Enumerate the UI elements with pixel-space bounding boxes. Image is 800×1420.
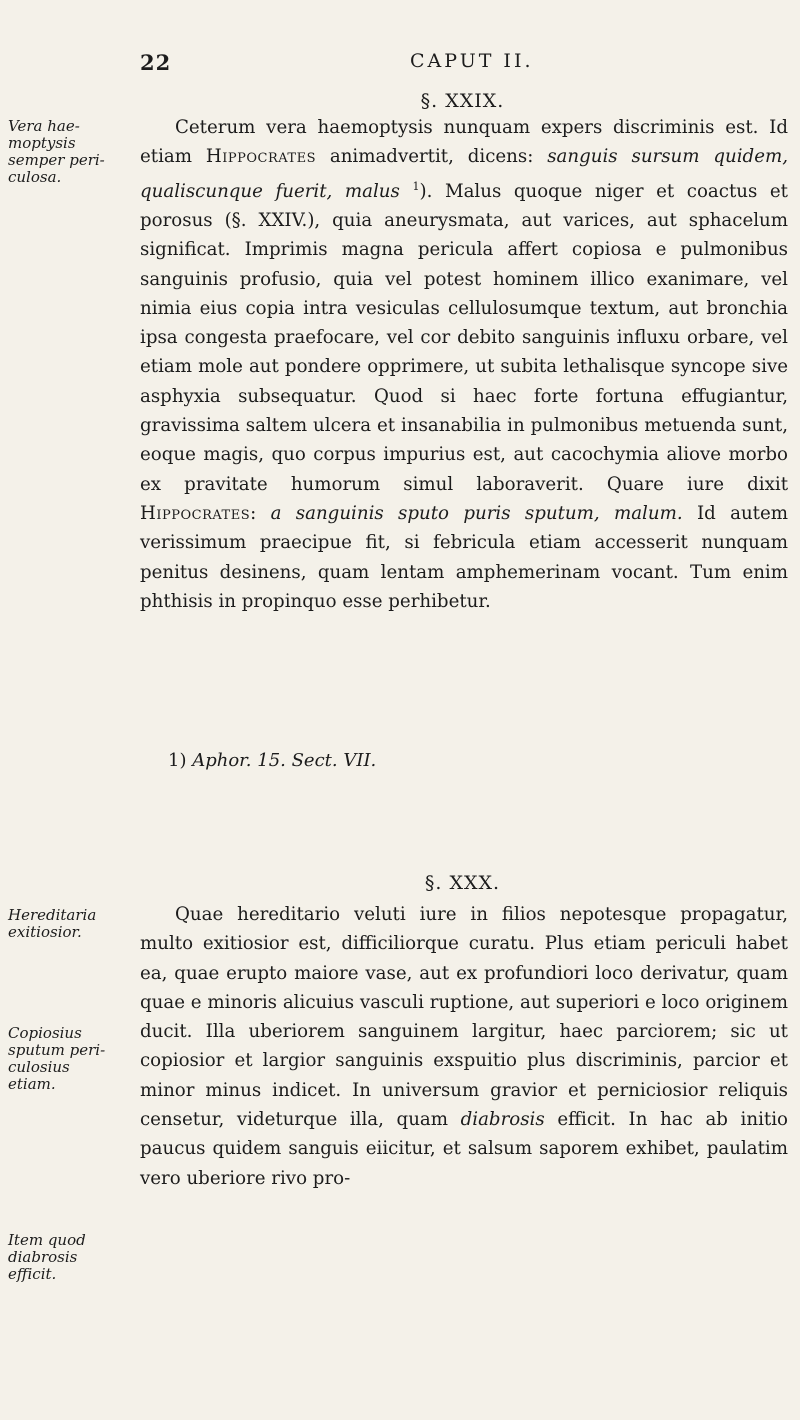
marginal-line: etiam. [8,1075,56,1093]
page-number: 22 [140,50,172,75]
marginal-line: exitiosior. [8,923,82,941]
section-29-body [140,113,788,616]
text-run: Ceterum vera haemoptysis nunquam expers discriminis est. Id etiam [140,117,788,168]
footnote-text: Aphor. 15. Sect. VII. [192,750,377,771]
section-30-title: §. XXX. [424,872,501,894]
marginal-line: diabrosis [8,1248,78,1266]
section-29-paragraph [140,113,788,616]
marginal-line: Item quod [8,1231,86,1249]
section-30-marginal-note-2 [8,1025,133,1093]
section-30-marginal-note-3 [8,1232,133,1283]
marginal-line: efficit. [8,1265,57,1283]
running-head: CAPUT II. [410,50,534,72]
footnote [168,750,376,771]
marginal-line: moptysis [8,134,76,152]
section-29-title: §. XXIX. [420,90,505,112]
term-diabrosis: diabrosis [460,1109,545,1131]
text-run: efficit. In hac ab initio paucus quidem sanguis eiicitur, et salsum saporem exhibet, paulatim vero uberiore rivo pro- [140,1109,788,1189]
section-29-marginal-note [8,118,133,186]
marginal-line: culosius [8,1058,70,1076]
page-header [140,50,780,80]
marginal-line: Copiosius [8,1024,82,1042]
text-run: Id autem verissimum praecipue fit, si febricula etiam accesserit nunquam penitus desinens, quam lentam amphemerinam vocant. Tum enim phthisis in propinquo esse perhibetur. [140,502,788,612]
author-name: Hippocrates [205,146,316,168]
section-30-body [140,900,788,1193]
section-30-marginal-note-1 [8,907,133,941]
footnote-ref: 1 [412,179,420,193]
marginal-line: culosa. [8,168,62,186]
text-run: : [250,502,271,524]
marginal-line: semper peri- [8,151,105,169]
text-run: animadvertit, dicens: [315,146,548,168]
section-30-paragraph [140,900,788,1193]
footnote-number: 1) [168,750,187,771]
text-run: ). Malus quoque niger et coactus et porosus (§. XXIV.), quia aneurysmata, aut varices, aut sphacelum significat. Imprimis magna pericula affert copiosa e pulmonibus sanguinis profusio, quia vel potest hominem illico exanimare, vel nimia eius copia intra vesiculas cellulosumque textum, aut bronchia ipsa congesta praefocare, vel cor debito sanguinis influxu orbare, vel etiam mole aut pondere opprimere, ut subita lethalisque syncope sive asphyxia subsequatur. Quod si haec forte fortuna effugiantur, gravissima saltem ulcera et insanabilia in pulmonibus metuenda sunt, eoque magis, quo corpus impurius est, aut cacochymia aliove morbo ex pravitate humorum simul laboraverit. Quare iure dixit [140,180,788,495]
marginal-line: sputum peri- [8,1041,106,1059]
marginal-line: Vera hae- [8,117,80,135]
marginal-line: Hereditaria [8,906,97,924]
quotation: sanguis sursum quidem, qualiscunque fuerit, malus [140,146,788,202]
text-run: Quae hereditario veluti iure in filios nepotesque propagatur, multo exitiosior est, difficiliorque curatu. Plus etiam periculi habet ea, quae erupto maiore vase, aut ex profundiori loco derivatur, quam quae e minoris alicuius vasculi ruptione, aut superiori e loco originem ducit. Illa uberiorem sanguinem largitur, haec parciorem; sic ut copiosior et largior sanguinis exspuitio plus discriminis, parcior et minor minus indicet. In universum gravior et perniciosior reliquis censetur, videturque illa, quam [140,904,788,1131]
quotation: a sanguinis sputo puris sputum, malum. [270,502,683,524]
author-name: Hippocrates [140,502,251,524]
